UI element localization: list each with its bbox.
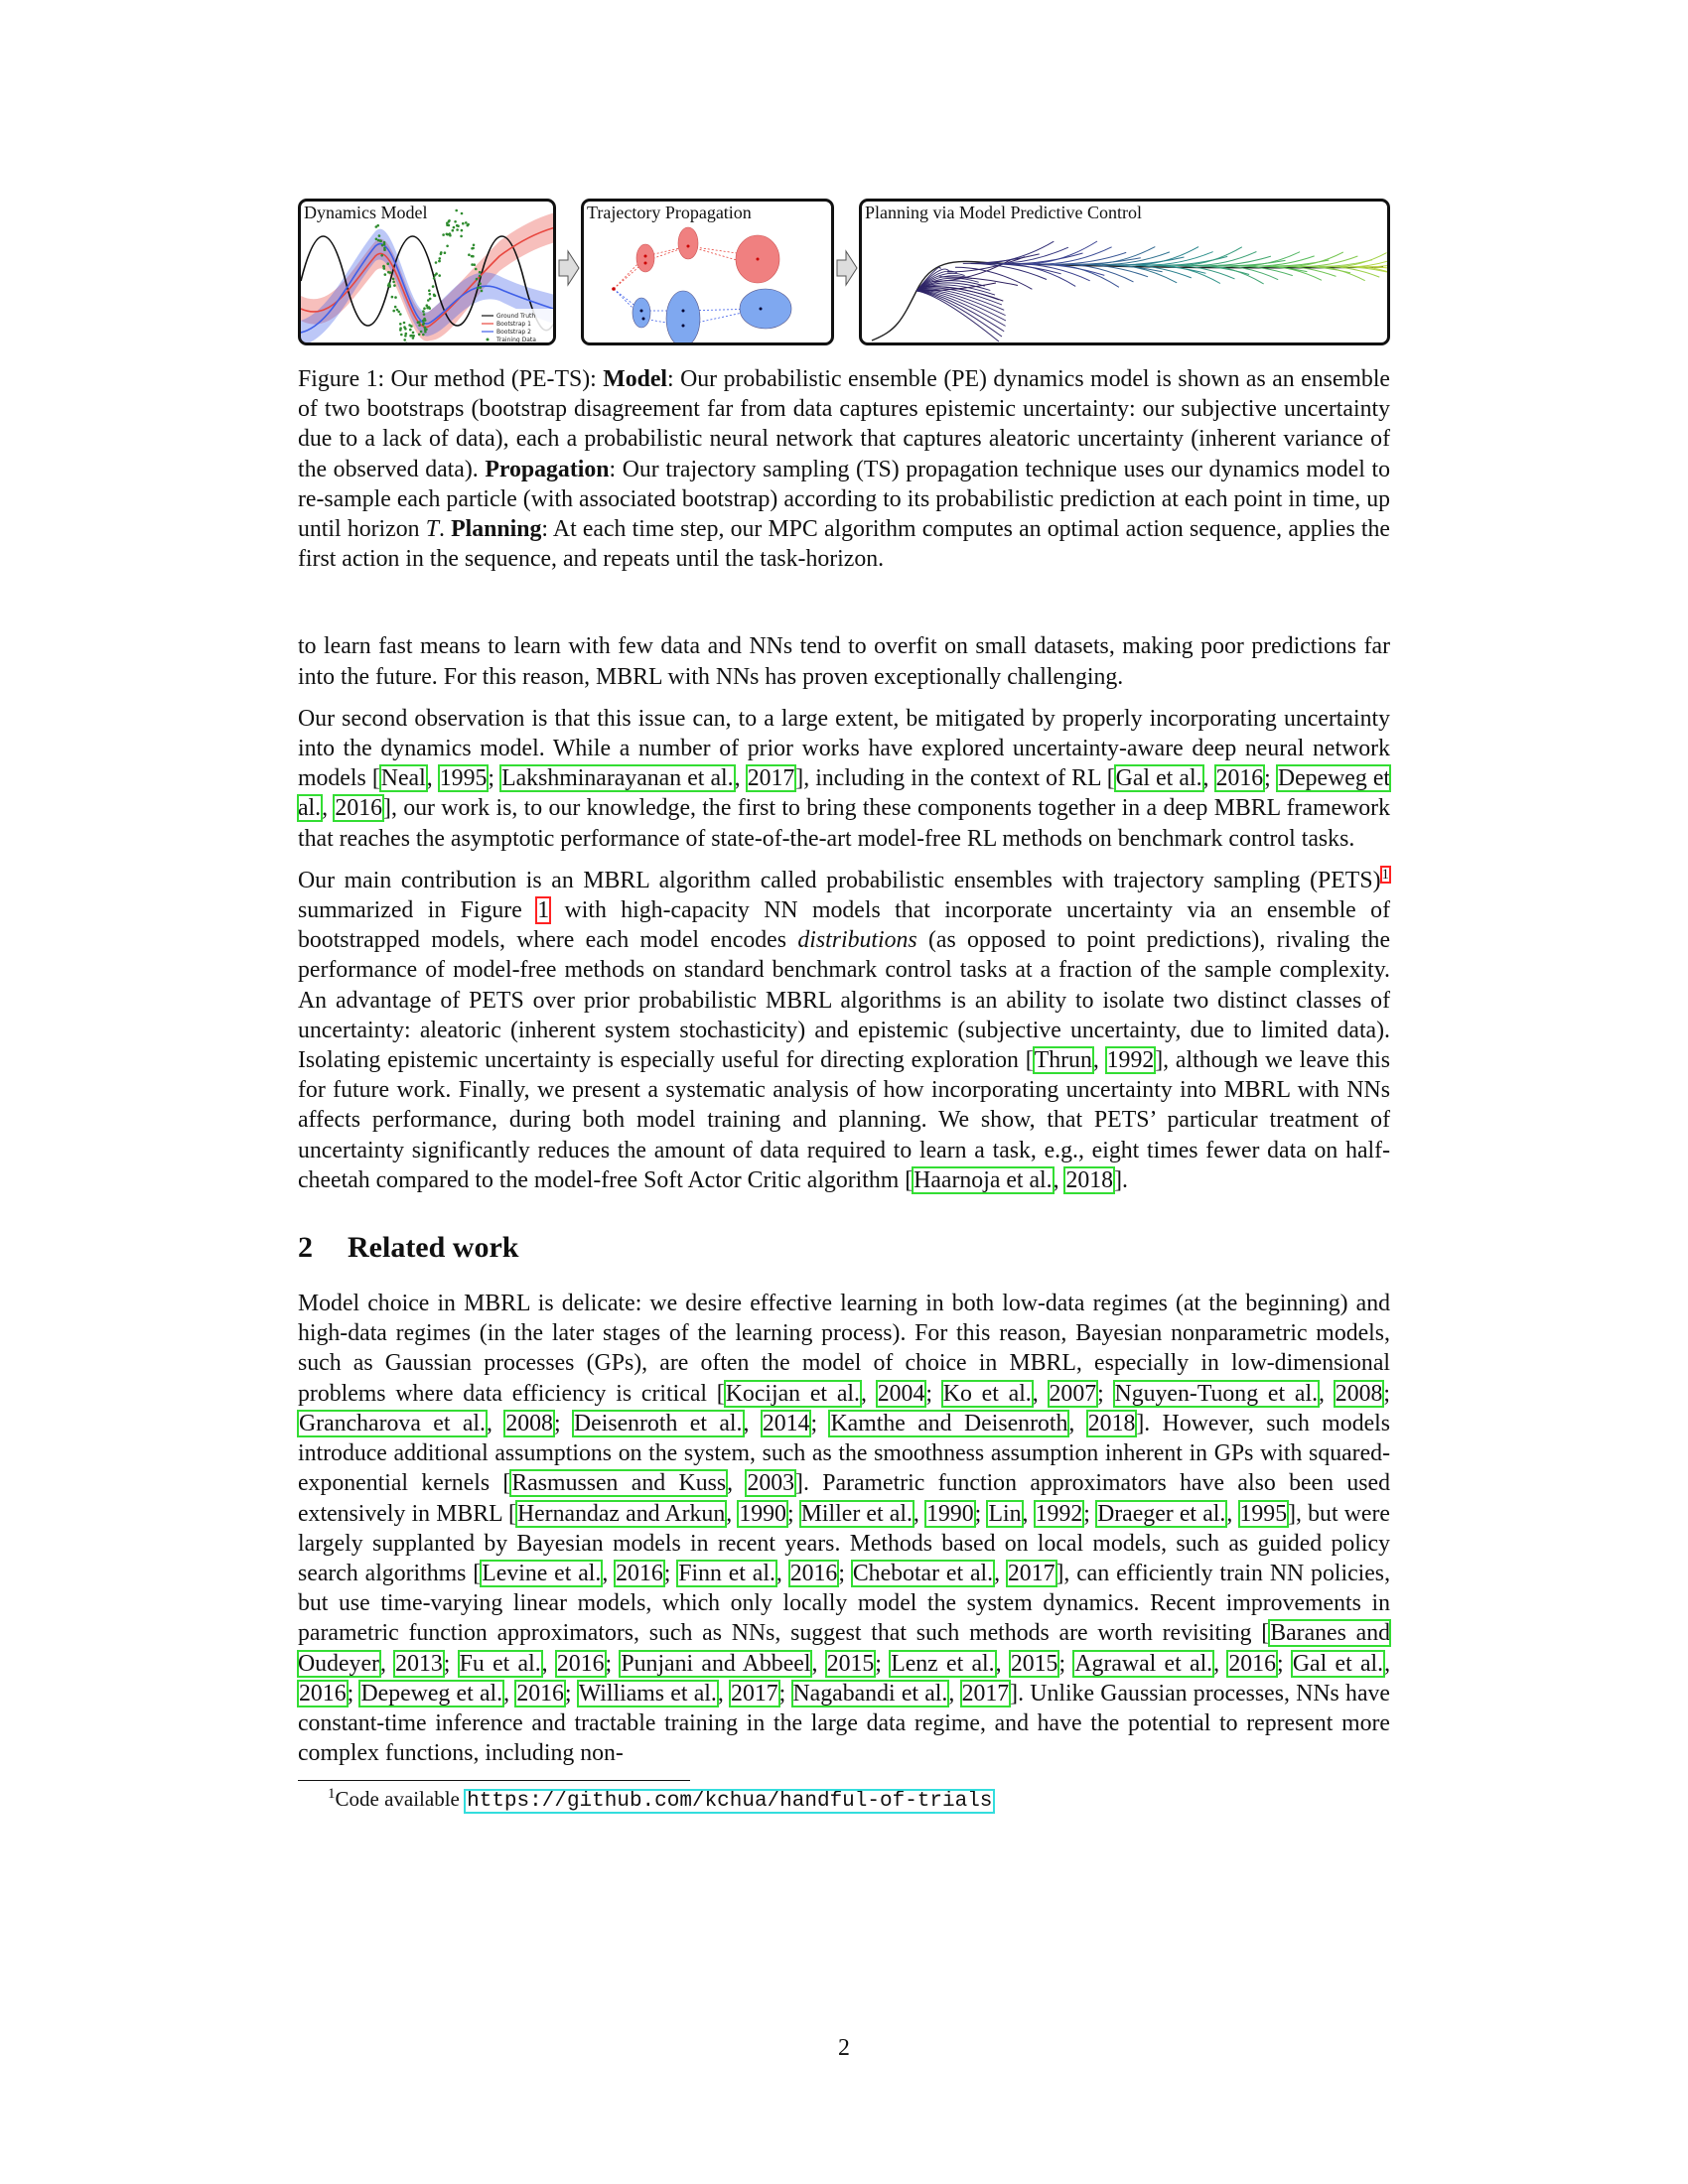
citation-levine-year[interactable]: 2016	[616, 1560, 663, 1586]
citation-kocijan[interactable]: Kocijan et al.	[725, 1380, 860, 1407]
section-title: Related work	[348, 1231, 519, 1265]
para4-text-c: ]. Parametric function approximators have also been used extensively in MBRL [	[298, 1470, 1390, 1527]
para4-text-e: ], can efficiently train NN policies, but use time-varying linear models, which only locally model the system dynamics. Recent improvements in parametric function approximators, such as NNs, suggest that such methods are worth revisiting [	[298, 1560, 1391, 1647]
citation-rasmussen-year[interactable]: 2003	[747, 1470, 795, 1497]
training-data-point	[403, 339, 406, 341]
training-data-point	[462, 222, 465, 225]
para4-text-b: ]. However, such models introduce additional assumptions on the system, such as the smoothness assumption inherent in GPs with squared-exponential kernels [	[298, 1410, 1391, 1497]
para3-text-d: (as opposed to point predictions), rivaling the performance of model-free methods on standard benchmark control tasks at a fraction of the sample complexity. An advantage of PETS over prior probabilistic MBRL algorithms is an ability to isolate two distinct classes of uncertainty: aleatoric (inherent system stochasticity) and epistemic (subjective uncertainty, due to limited data). Isolating epistemic uncertainty is especially useful for directing exploration [	[298, 927, 1390, 1074]
mpc-sample-trajectory	[1350, 256, 1390, 267]
mpc-sample-trajectory	[1312, 267, 1365, 281]
training-data-point	[438, 274, 441, 277]
mpc-initial-trajectory	[916, 291, 1002, 337]
mpc-sample-trajectory	[1196, 252, 1257, 266]
citation-finn-year[interactable]: 2016	[789, 1560, 838, 1586]
training-data-point	[428, 289, 431, 292]
training-data-point	[410, 325, 413, 328]
citation-agrawal-year[interactable]: 2016	[1228, 1650, 1276, 1677]
para4-text-a: Model choice in MBRL is delicate: we desire effective learning in both low-data regimes (at the beginning) and high-data regimes (in the later stages of the learning process). For this reason, Bayesian nonparametric models, such as Gaussian processes (GPs), are often the model of choice in MBRL, especially in low-dimensional problems where data efficiency is critical [	[298, 1291, 1390, 1407]
training-data-point	[391, 296, 394, 299]
training-data-point	[394, 296, 397, 299]
training-data-point	[434, 295, 437, 298]
training-data-point	[433, 277, 436, 280]
citation-depeweg-2-year[interactable]: 2016	[516, 1680, 564, 1706]
training-data-point	[444, 251, 447, 254]
mpc-sample-trajectory	[1049, 264, 1119, 287]
training-data-point	[399, 313, 402, 316]
citation-lin[interactable]: Lin	[988, 1500, 1022, 1527]
training-data-point	[434, 274, 437, 277]
arrow-2	[836, 248, 858, 288]
figure-1	[298, 194, 1390, 352]
red-distribution-2	[678, 227, 698, 259]
training-data-point	[479, 282, 482, 285]
page-number: 2	[838, 2035, 850, 2061]
citation-lakshminarayanan-year[interactable]: 2017	[747, 765, 795, 792]
section-heading	[298, 1231, 1390, 1265]
figure-1-caption	[298, 364, 1390, 574]
citation-nagabandi[interactable]: Nagabandi et al.	[792, 1680, 948, 1706]
training-data-point	[465, 221, 468, 224]
training-data-point	[394, 306, 397, 309]
dynamics-model-plot	[301, 202, 556, 345]
training-data-point	[455, 209, 458, 212]
training-data-point	[412, 337, 415, 340]
caption-planning-label: Planning	[451, 516, 542, 543]
citation-williams-year[interactable]: 2017	[731, 1680, 778, 1706]
blue-distribution-3	[740, 289, 791, 329]
mpc-planning-panel	[859, 199, 1390, 345]
para4-text-f: ]. Unlike Gaussian processes, NNs have constant-time inference and tractable training in the large data regime, and have the potential to represent more complex functions, including non-	[298, 1680, 1390, 1767]
footnote-1	[328, 1785, 1390, 1816]
citation-haarnoja[interactable]: Haarnoja et al.	[914, 1166, 1053, 1193]
training-data-point	[449, 234, 452, 237]
training-data-point	[425, 328, 428, 331]
citation-miller-year[interactable]: 1990	[926, 1500, 974, 1527]
citation-nagabandi-year[interactable]: 2017	[961, 1680, 1010, 1706]
citation-draeger[interactable]: Draeger et al.	[1097, 1500, 1226, 1527]
arrow-1	[558, 248, 580, 288]
training-data-point	[456, 224, 459, 227]
training-data-point	[375, 238, 378, 241]
citation-nguyen-tuong-year[interactable]: 2008	[1335, 1380, 1383, 1407]
training-data-point	[378, 234, 381, 237]
training-data-point	[409, 329, 412, 332]
citation-miller[interactable]: Miller et al.	[800, 1500, 913, 1527]
mpc-sample-trajectory	[1087, 247, 1156, 265]
citation-thrun-year[interactable]: 1992	[1106, 1047, 1155, 1074]
mpc-sample-trajectory	[1335, 253, 1387, 267]
training-data-point	[471, 263, 474, 266]
citation-fu-year[interactable]: 2016	[556, 1650, 605, 1677]
caption-horizon-symbol: T	[425, 516, 439, 543]
training-data-point	[404, 328, 407, 331]
training-data-point	[403, 343, 406, 345]
training-data-point	[432, 285, 435, 288]
legend-training-data: Training Data	[496, 337, 536, 343]
citation-draeger-year[interactable]: 1995	[1239, 1500, 1288, 1527]
training-data-point	[392, 278, 395, 281]
mpc-sample-trajectory	[1025, 241, 1097, 264]
training-data-point	[481, 290, 484, 293]
training-data-point	[405, 333, 408, 336]
training-data-point	[439, 257, 442, 260]
training-data-point	[418, 324, 421, 327]
training-data-point	[422, 334, 425, 337]
training-data-point	[411, 344, 414, 345]
caption-propagation-text: : Our trajectory sampling (TS) propagation technique uses our dynamics model to re-sample each particle (with associated bootstrap) according to its probabilistic prediction at each point in time, up until horizon	[298, 456, 1390, 543]
footnote-text: Code available	[335, 1787, 466, 1812]
training-data-point	[440, 253, 443, 256]
training-data-point	[422, 324, 425, 327]
citation-gal-year[interactable]: 2016	[1215, 765, 1264, 792]
citation-kamthe[interactable]: Kamthe and Deisenroth	[830, 1410, 1068, 1436]
caption-lead: Figure 1: Our method (PE-TS):	[298, 366, 604, 392]
training-data-point	[422, 310, 425, 313]
caption-model-text: : Our probabilistic ensemble (PE) dynamics model is shown as an ensemble of two bootstraps (bootstrap disagreement far from data captures epistemic uncertainty: our subjective uncertainty due to a lack of data), each a probabilistic neural network that captures aleatoric uncertainty (inherent variance of the observed data).	[298, 366, 1390, 482]
citation-kocijan-year[interactable]: 2004	[877, 1380, 925, 1407]
citation-finn[interactable]: Finn et al.	[678, 1560, 775, 1586]
code-url-link[interactable]: https://github.com/kchua/handful-of-trials	[467, 1790, 993, 1814]
citation-deisenroth-year[interactable]: 2014	[762, 1410, 810, 1436]
paragraph-3: Our main contribution is an MBRL algorithm called probabilistic ensembles with trajectory sampling (PETS)$^1$ summarized in Figure 1 with high-capacity NN models that incorporate uncertainty via an ensemble of bootstrapped models, where each model encodes distributions (as opposed to point predictions), rivaling the performance of model-free methods on standard benchmark control tasks at a fraction of the sample complexity. An advantage of PETS over prior probabilistic MBRL algorithms is an ability to isolate two distinct classes of uncertainty: aleatoric (inherent system stochasticity) and epistemic (subjective uncertainty, due to limited data). Isolating epistemic uncertainty is especially useful for directing exploration [Thrun, 1992], although we leave this for future work. Finally, we present a systematic analysis of how incorporating uncertainty into MBRL with NNs affects performance, during both model training and planning. We show, that PETS’ particular treatment of uncertainty significantly reduces the amount of data required to learn a task, e.g., eight times fewer data on half-cheetah compared to the model-free Soft Actor Critic algorithm [Haarnoja et al., 2018].	[298, 866, 1390, 1193]
training-data-point	[377, 239, 380, 242]
training-data-point	[400, 334, 403, 337]
legend-bootstrap-1: Bootstrap 1	[496, 321, 531, 328]
citation-grancharova[interactable]: Grancharova et al.	[299, 1410, 486, 1436]
training-data-point	[383, 248, 386, 251]
mpc-sample-trajectory	[1055, 252, 1126, 264]
citation-lenz-year[interactable]: 2015	[1010, 1650, 1058, 1677]
training-data-point	[412, 332, 415, 335]
caption-propagation-label: Propagation	[485, 456, 610, 482]
section-number: 2	[298, 1231, 313, 1265]
para3-text-b: summarized in Figure	[298, 897, 537, 924]
para2-text-c: ], our work is, to our knowledge, the first to bring these components together in a deep MBRL framework that reaches the asymptotic performance of state-of-the-art model-free RL methods on benchmark control tasks.	[298, 795, 1390, 852]
para3-emphasis: distributions	[797, 927, 917, 954]
training-data-point	[383, 243, 386, 246]
para3-text-c: with high-capacity NN models that incorporate uncertainty via an ensemble of bootstrapped models, where each model encodes	[298, 897, 1390, 954]
citation-levine[interactable]: Levine et al.	[482, 1560, 602, 1586]
training-data-point	[456, 228, 459, 231]
training-data-point	[407, 344, 410, 345]
citation-rasmussen[interactable]: Rasmussen and Kuss	[511, 1470, 727, 1497]
dynamics-model-title: Dynamics Model	[304, 203, 428, 222]
training-data-point	[461, 229, 464, 232]
training-data-point	[427, 299, 430, 302]
training-data-point	[404, 335, 407, 338]
mpc-sample-trajectory	[1288, 252, 1343, 266]
training-data-point	[468, 253, 471, 256]
training-data-point	[416, 344, 419, 345]
training-data-point	[423, 307, 426, 310]
training-data-point	[475, 268, 478, 271]
paragraph-4: Model choice in MBRL is delicate: we desire effective learning in both low-data regimes (at the beginning) and high-data regimes (in the later stages of the learning process). For this reason, Bayesian nonparametric models, such as Gaussian processes (GPs), are often the model of choice in MBRL, especially in low-dimensional problems where data efficiency is critical [Kocijan et al., 2004; Ko et al., 2007; Nguyen-Tuong et al., 2008; Grancharova et al., 2008; Deisenroth et al., 2014; Kamthe and Deisenroth, 2018]. However, such models introduce additional assumptions on the system, such as the smoothness assumption inherent in GPs with squared-exponential kernels [Rasmussen and Kuss, 2003]. Parametric function approximators have also been used extensively in MBRL [Hernandaz and Arkun, 1990; Miller et al., 1990; Lin, 1992; Draeger et al., 1995], but were largely supplanted by Bayesian models in recent years. Methods based on local models, such as guided policy search algorithms [Levine et al., 2016; Finn et al., 2016; Chebotar et al., 2017], can efficiently train NN policies, but use time-varying linear models, which only locally model the system dynamics. Recent improvements in parametric function approximators, such as NNs, suggest that such methods are worth revisiting [Baranes and Oudeyer, 2013; Fu et al., 2016; Punjani and Abbeel, 2015; Lenz et al., 2015; Agrawal et al., 2016; Gal et al., 2016; Depeweg et al., 2016; Williams et al., 2017; Nagabandi et al., 2017]. Unlike Gaussian processes, NNs have constant-time inference and tractable training in the large data regime, and have the potential to represent more complex functions, including non-	[298, 1291, 1391, 1767]
caption-after-horizon: .	[438, 516, 452, 543]
training-data-point	[426, 304, 429, 307]
citation-depeweg-2[interactable]: Depeweg et al.	[360, 1680, 503, 1706]
footnote-rule	[298, 1780, 690, 1781]
mpc-sample-trajectory	[1002, 264, 1075, 287]
mpc-sample-trajectory	[1041, 247, 1112, 264]
citation-fu[interactable]: Fu et al.	[459, 1650, 541, 1677]
training-data-point	[417, 321, 420, 324]
dynamics-legend	[478, 309, 556, 345]
training-data-point	[403, 322, 406, 325]
training-data-point	[393, 284, 396, 287]
para4-text-d: ], but were largely supplanted by Bayesian models in recent years. Methods based on local models, such as guided policy search algorithms [	[298, 1500, 1390, 1586]
training-data-point	[476, 278, 479, 281]
citation-punjani[interactable]: Punjani and Abbeel	[621, 1650, 811, 1677]
training-data-point	[383, 267, 386, 270]
training-data-point	[453, 226, 456, 229]
training-data-point	[448, 219, 451, 222]
training-data-point	[471, 247, 474, 250]
blue-distribution-2	[666, 291, 700, 345]
training-data-point	[389, 271, 392, 274]
training-data-point	[399, 323, 402, 326]
training-data-point	[442, 233, 445, 236]
citation-neal[interactable]: Neal	[380, 765, 426, 792]
legend-ground-truth: Ground Truth	[496, 313, 536, 320]
training-data-point	[399, 327, 402, 330]
citation-kamthe-year[interactable]: 2018	[1087, 1410, 1136, 1436]
training-data-point	[424, 319, 427, 322]
citation-ko[interactable]: Ko et al.	[942, 1380, 1032, 1407]
blue-distribution-1	[633, 298, 650, 328]
citation-hernandaz-year[interactable]: 1990	[739, 1500, 786, 1527]
caption-model-label: Model	[603, 366, 668, 392]
training-data-point	[392, 281, 395, 284]
paragraph-2: Our second observation is that this issue can, to a large extent, be mitigated by properly incorporating uncertainty into the dynamics model. While a number of prior works have explored uncertainty-aware deep neural network models [Neal, 1995; Lakshminarayanan et al., 2017], including in the context of RL [Gal et al., 2016; Depeweg et al., 2016], our work is, to our knowledge, the first to bring these components together in a deep MBRL framework that reaches the asymptotic performance of state-of-the-art model-free RL methods on benchmark control tasks.	[298, 705, 1391, 852]
training-data-point	[384, 273, 387, 276]
citation-depeweg-year[interactable]: 2016	[335, 795, 383, 822]
mpc-initial-trajectory	[916, 291, 1006, 327]
citation-gal-2-year[interactable]: 2016	[299, 1680, 347, 1706]
mpc-sample-trajectory	[971, 264, 1047, 280]
para3-text-e: ], although we leave this for future work. Finally, we present a systematic analysis of how incorporating uncertainty into MBRL with NNs affects performance, during both model training and planning. We show, that PETS’ particular treatment of uncertainty significantly reduces the amount of data required to learn a task, e.g., eight times fewer data on half-cheetah compared to the model-free Soft Actor Critic algorithm [	[298, 1047, 1390, 1193]
training-data-point	[472, 255, 475, 258]
citation-depeweg[interactable]: Depeweg et al.	[298, 765, 1391, 822]
dynamics-model-panel	[298, 199, 556, 345]
citation-agrawal[interactable]: Agrawal et al.	[1074, 1650, 1213, 1677]
footnote-ref-1[interactable]: 1	[1381, 866, 1389, 883]
training-data-point	[382, 265, 385, 268]
citation-gal[interactable]: Gal et al.	[1115, 765, 1202, 792]
para2-text-a: Our second observation is that this issue can, to a large extent, be mitigated by properly incorporating uncertainty into the dynamics model. While a number of prior works have explored uncertainty-aware deep neural network models [	[298, 705, 1390, 792]
para3-text-a: Our main contribution is an MBRL algorithm called probabilistic ensembles with trajectory sampling (PETS)	[298, 867, 1381, 893]
training-data-point	[379, 240, 382, 243]
caption-planning-text: : At each time step, our MPC algorithm computes an optimal action sequence, applies the first action in the sequence, and repeats until the task-horizon.	[298, 516, 1390, 573]
training-data-point	[479, 275, 482, 278]
training-data-point	[428, 307, 431, 310]
para2-text-b: ], including in the context of RL [	[795, 765, 1115, 792]
citation-ko-year[interactable]: 2007	[1049, 1380, 1097, 1407]
figure-ref-1[interactable]: 1	[537, 897, 550, 924]
training-data-point	[424, 331, 427, 334]
citation-lenz[interactable]: Lenz et al.	[891, 1650, 995, 1677]
training-data-point	[396, 309, 399, 312]
training-data-point	[429, 293, 432, 296]
mpc-sample-trajectory	[1133, 247, 1198, 265]
citation-hernandaz[interactable]: Hernandaz and Arkun	[516, 1500, 726, 1527]
citation-chebotar[interactable]: Chebotar et al.	[852, 1560, 994, 1586]
trajectory-propagation-diagram	[584, 202, 834, 345]
training-data-point	[438, 260, 441, 263]
red-distribution-1	[636, 244, 654, 272]
para3-text-f: ].	[1114, 1166, 1128, 1193]
citation-williams[interactable]: Williams et al.	[578, 1680, 717, 1706]
citation-chebotar-year[interactable]: 2017	[1007, 1560, 1055, 1586]
citation-baranes-year[interactable]: 2013	[395, 1650, 443, 1677]
citation-neal-year[interactable]: 1995	[439, 765, 488, 792]
paper-page	[298, 194, 1390, 1816]
training-data-point	[392, 310, 395, 313]
training-data-point	[452, 229, 455, 232]
legend-bootstrap-2: Bootstrap 2	[496, 329, 531, 336]
training-data-point	[446, 233, 449, 236]
training-data-point	[423, 313, 426, 316]
trajectory-propagation-title: Trajectory Propagation	[587, 203, 752, 222]
mpc-sample-trajectory	[1180, 247, 1242, 265]
mpc-trajectories	[862, 202, 1390, 345]
training-data-point	[418, 334, 421, 337]
training-data-point	[435, 261, 438, 264]
training-data-point	[410, 335, 413, 338]
training-data-point	[467, 223, 470, 226]
citation-baranes[interactable]: Baranes and Oudeyer	[298, 1620, 1390, 1677]
citation-nguyen-tuong[interactable]: Nguyen-Tuong et al.	[1114, 1380, 1319, 1407]
citation-haarnoja-year[interactable]: 2018	[1065, 1166, 1114, 1193]
training-data-point	[446, 245, 449, 248]
training-data-point	[479, 271, 482, 274]
training-data-point	[454, 220, 457, 223]
training-data-point	[386, 262, 389, 265]
training-data-point	[446, 223, 449, 226]
training-data-point	[376, 224, 379, 227]
training-data-point	[473, 244, 476, 247]
citation-gal-2[interactable]: Gal et al.	[1292, 1650, 1384, 1677]
training-data-point	[477, 287, 480, 290]
training-data-point	[460, 235, 463, 238]
citation-thrun[interactable]: Thrun	[1034, 1047, 1092, 1074]
citation-lin-year[interactable]: 1992	[1035, 1500, 1083, 1527]
training-data-point	[380, 254, 383, 257]
citation-deisenroth[interactable]: Deisenroth et al.	[573, 1410, 743, 1436]
training-data-point	[420, 331, 423, 334]
mpc-planning-title: Planning via Model Predictive Control	[865, 203, 1142, 222]
footnote-mark: 1	[328, 1786, 336, 1803]
citation-grancharova-year[interactable]: 2008	[505, 1410, 553, 1436]
paragraph-1: to learn fast means to learn with few data and NNs tend to overfit on small datasets, making poor predictions far into the future. For this reason, MBRL with NNs has proven exceptionally challenging.	[298, 633, 1390, 690]
training-data-point	[405, 342, 408, 345]
citation-punjani-year[interactable]: 2015	[826, 1650, 875, 1677]
training-data-point	[461, 212, 464, 215]
training-data-point	[480, 286, 483, 289]
training-data-point	[388, 284, 391, 287]
trajectory-propagation-panel	[581, 199, 834, 345]
citation-lakshminarayanan[interactable]: Lakshminarayanan et al.	[501, 765, 734, 792]
